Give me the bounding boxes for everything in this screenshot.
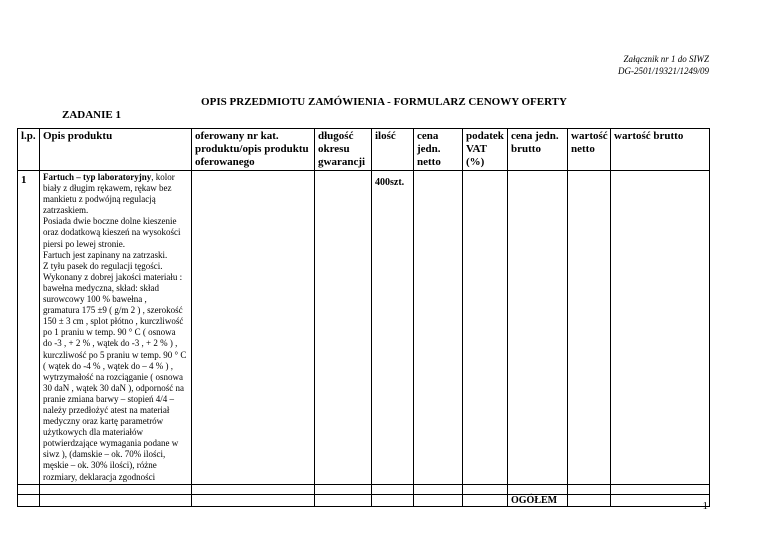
product-name: Fartuch – typ laboratoryjny (43, 172, 152, 182)
page-number: 1 (702, 500, 708, 512)
header-podatek: podatek VAT (%) (463, 129, 508, 171)
desc-line: bawełna medyczna, skład: skład (43, 282, 159, 293)
table-header-row (18, 129, 710, 171)
cell-wartosc-brutto (611, 171, 710, 485)
desc-line: do -3 , + 2 % , wątek do -3 , + 2 % ) , (43, 338, 178, 349)
annex-line-1: Załącznik nr 1 do SIWZ (623, 54, 709, 64)
header-lp: l.p. (18, 129, 40, 171)
cell-podatek (463, 171, 508, 485)
table-row (18, 171, 710, 485)
header-ilosc: ilość (372, 129, 414, 171)
desc-line: 150 ± 3 cm , splot płótno , kurczliwość (43, 316, 184, 327)
price-form-table (17, 128, 710, 507)
task-heading: ZADANIE 1 (62, 109, 121, 121)
row-ilosc: 400szt. (372, 171, 414, 485)
header-opis: Opis produktu (40, 129, 192, 171)
row-lp: 1 (18, 171, 40, 485)
table-empty-row (18, 484, 710, 494)
document-title: OPIS PRZEDMIOTU ZAMÓWIENIA - FORMULARZ CENOWY OFERTY (201, 96, 567, 108)
desc-line: piersi po lewej stronie. (43, 238, 125, 249)
desc-line: męskie – ok. 30% ilości), różne (43, 460, 157, 471)
product-description (40, 171, 192, 485)
desc-line: Fartuch jest zapinany na zatrzaski. (43, 249, 168, 260)
header-wartosc-netto: wartość netto (568, 129, 611, 171)
desc-line: Wykonany z dobrej jakości materiału : (43, 271, 183, 282)
desc-line: gramatura 175 ±9 ( g/m 2 ) , szerokość (43, 305, 183, 316)
desc-line: ( wątek do -4 % , wątek do – 4 % ) , (43, 360, 173, 371)
desc-line: po 1 praniu w temp. 90 ° C ( osnowa (43, 327, 176, 338)
desc-line: pranie zmiana barwy – stopień 4/4 – (43, 393, 174, 404)
header-cena-brutto: cena jedn. brutto (508, 129, 568, 171)
desc-line: Z tyłu pasek do regulacji tęgości. (43, 260, 163, 271)
desc-line: użytkowych dla materiałów (43, 427, 143, 438)
desc-line: 30 daN , wątek 30 daN ), odporność na (43, 382, 184, 393)
annex-line-2: DG-2501/19321/1249/09 (618, 66, 709, 76)
cell-wartosc-netto (568, 171, 611, 485)
annex-reference (618, 53, 709, 77)
desc-line: Posiada dwie boczne dolne kieszenie (43, 216, 177, 227)
header-cena-netto: cena jedn. netto (414, 129, 463, 171)
desc-line: wytrzymałość na rozciąganie ( osnowa (43, 371, 183, 382)
desc-line: kurczliwość po 5 praniu w temp. 90 ° C (43, 349, 187, 360)
desc-line: potwierdzające wymagania podane w (43, 438, 179, 449)
desc-line: oraz dodatkową kieszeń na wysokości (43, 227, 181, 238)
desc-line: należy przedłożyć atest na materiał (43, 404, 170, 415)
header-oferowany: oferowany nr kat. produktu/opis produktu oferowanego (192, 129, 315, 171)
desc-line: surowcowy 100 % bawełna , (43, 294, 147, 305)
desc-line: , kolor (151, 172, 175, 182)
desc-line: zatrzaskiem. (43, 205, 89, 216)
cell-cena-brutto (508, 171, 568, 485)
desc-line: medyczny oraz kartę parametrów (43, 416, 164, 427)
total-label: OGÓŁEM (508, 494, 568, 506)
cell-dlugosc (315, 171, 372, 485)
cell-oferowany (192, 171, 315, 485)
desc-line: siwz ), (damskie – ok. 70% ilości, (43, 449, 166, 460)
desc-line: mankietu z podwójną regulacją (43, 194, 156, 205)
header-wartosc-brutto: wartość brutto (611, 129, 710, 171)
desc-line: biały z długim rękawem, rękaw bez (43, 183, 172, 194)
header-dlugosc: długość okresu gwarancji (315, 129, 372, 171)
cell-cena-netto (414, 171, 463, 485)
desc-line: rozmiary, deklaracja zgodności (43, 471, 156, 482)
table-total-row (18, 494, 710, 506)
